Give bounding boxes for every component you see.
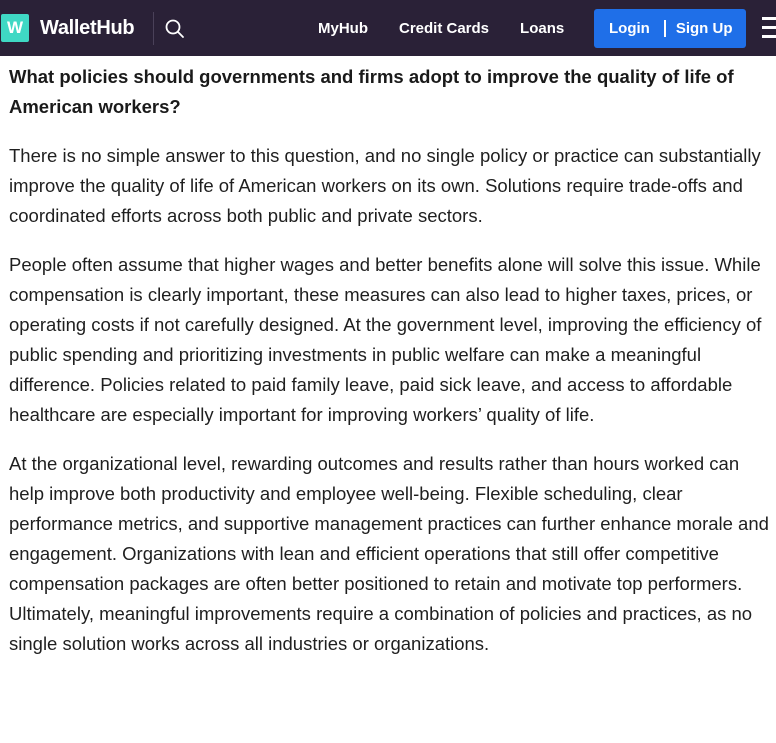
auth-separator: [664, 20, 666, 37]
auth-button-group: [594, 9, 746, 48]
wallethub-logo[interactable]: [1, 14, 134, 42]
hamburger-menu-icon[interactable]: [762, 17, 776, 39]
nav-credit-cards[interactable]: Credit Cards: [399, 19, 490, 37]
top-navbar: [0, 0, 776, 56]
nav-myhub[interactable]: MyHub: [318, 19, 368, 37]
signup-button[interactable]: Sign Up: [675, 20, 733, 37]
login-button[interactable]: Login: [609, 20, 650, 37]
logo-mark: W: [1, 14, 29, 42]
question-heading: What policies should governments and firms adopt to improve the quality of life of American workers?: [9, 66, 734, 117]
nav-loans[interactable]: Loans: [520, 19, 565, 37]
answer-paragraph: People often assume that higher wages and better benefits alone will solve this issue. While compensation is clearly important, these measures can also lead to higher taxes, prices, or operating costs if not carefully designed. At the government level, improving the efficiency of public spending and prioritizing investments in public welfare can make a meaningful difference. Policies related to paid family leave, paid sick leave, and access to affordable healthcare are especially important for improving workers’ quality of life.: [9, 254, 762, 425]
main-nav: [318, 0, 564, 56]
nav-divider: [153, 12, 154, 45]
answer-paragraph: At the organizational level, rewarding outcomes and results rather than hours worked can help improve both productivity and employee well-being. Flexible scheduling, clear performance metrics, and supportive management practices can further enhance morale and engagement. Organizations with lean and efficient operations that still offer competitive compensation packages are often better positioned to retain and motivate top performers. Ultimately, meaningful improvements require a combination of policies and practices, as no single solution works across all industries or organizations.: [9, 453, 769, 654]
article-body: [9, 62, 775, 659]
answer-paragraph: There is no simple answer to this question, and no single policy or practice can substantially improve the quality of life of American workers on its own. Solutions require trade-offs and coordinated efforts across both public and private sectors.: [9, 145, 761, 226]
search-icon[interactable]: [164, 18, 186, 40]
logo-text: WalletHub: [40, 16, 135, 39]
